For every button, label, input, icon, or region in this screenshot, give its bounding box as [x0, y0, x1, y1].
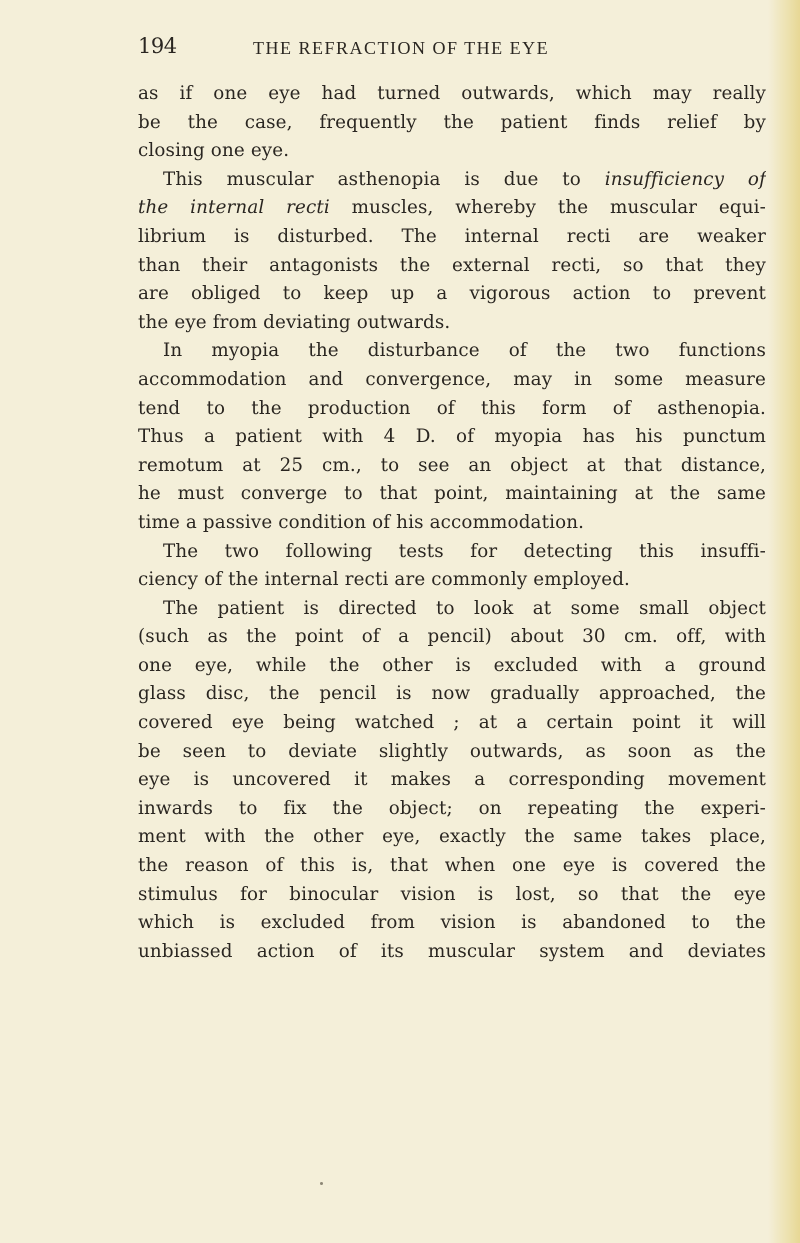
text-line: glass disc, the pencil is now gradually approached, the — [138, 683, 766, 705]
text-segment: This muscular asthenopia is due to — [163, 168, 605, 190]
emphasis-text: insufficiency of — [604, 168, 766, 190]
text-line: covered eye being watched ; at a certain point it will — [138, 712, 766, 734]
text-line: than their antagonists the external recti, so that they — [138, 254, 766, 276]
text-line: ciency of the internal recti are commonly employed. — [138, 569, 631, 591]
text-line: the eye from deviating outwards. — [138, 311, 451, 333]
text-line: as if one eye had turned outwards, which may really — [138, 83, 766, 104]
text-line: unbiassed action of its muscular system and deviates — [138, 940, 766, 962]
text-line: closing one eye. — [138, 140, 290, 162]
text-line: are obliged to keep up a vigorous action to prevent — [138, 283, 766, 305]
ink-speck — [320, 1182, 323, 1185]
text-line — [138, 166, 766, 195]
running-title: THE REFRACTION OF THE EYE — [253, 38, 550, 58]
text-line: (such as the point of a pencil) about 30 cm. off, with — [138, 626, 766, 648]
text-line: which is excluded from vision is abandoned to the — [138, 912, 766, 934]
text-line: time a passive condition of his accommodation. — [138, 511, 585, 533]
page-number: 194 — [138, 34, 177, 58]
text-line: tend to the production of this form of asthenopia. — [138, 397, 766, 419]
text-line: be the case, frequently the patient finds relief by — [138, 111, 766, 133]
text-line: librium is disturbed. The internal recti are weaker — [138, 225, 766, 247]
text-segment: muscles, whereby the muscular equi- — [329, 197, 766, 219]
text-line: Thus a patient with 4 D. of myopia has his punctum — [138, 426, 766, 448]
text-line: stimulus for binocular vision is lost, so that the eye — [138, 883, 766, 905]
text-line: he must converge to that point, maintaining at the same — [138, 483, 766, 505]
emphasis-text: the internal recti — [138, 197, 330, 219]
text-line: eye is uncovered it makes a corresponding movement — [138, 769, 766, 791]
text-line: The patient is directed to look at some small object — [163, 597, 766, 619]
text-line: ment with the other eye, exactly the same takes place, — [138, 826, 766, 848]
text-line: one eye, while the other is excluded with a ground — [138, 654, 766, 676]
text-line: accommodation and convergence, may in some measure — [138, 368, 766, 390]
text-line: remotum at 25 cm., to see an object at that distance, — [138, 454, 766, 476]
body-text — [138, 80, 766, 966]
text-line: In myopia the disturbance of the two functions — [163, 340, 766, 362]
text-line: the reason of this is, that when one eye is covered the — [138, 855, 766, 877]
text-line — [138, 194, 766, 223]
text-line: The two following tests for detecting this insuffi- — [163, 540, 766, 562]
page-header — [0, 34, 800, 64]
text-line: inwards to fix the object; on repeating the experi- — [138, 797, 766, 819]
text-line: be seen to deviate slightly outwards, as soon as the — [138, 740, 766, 762]
